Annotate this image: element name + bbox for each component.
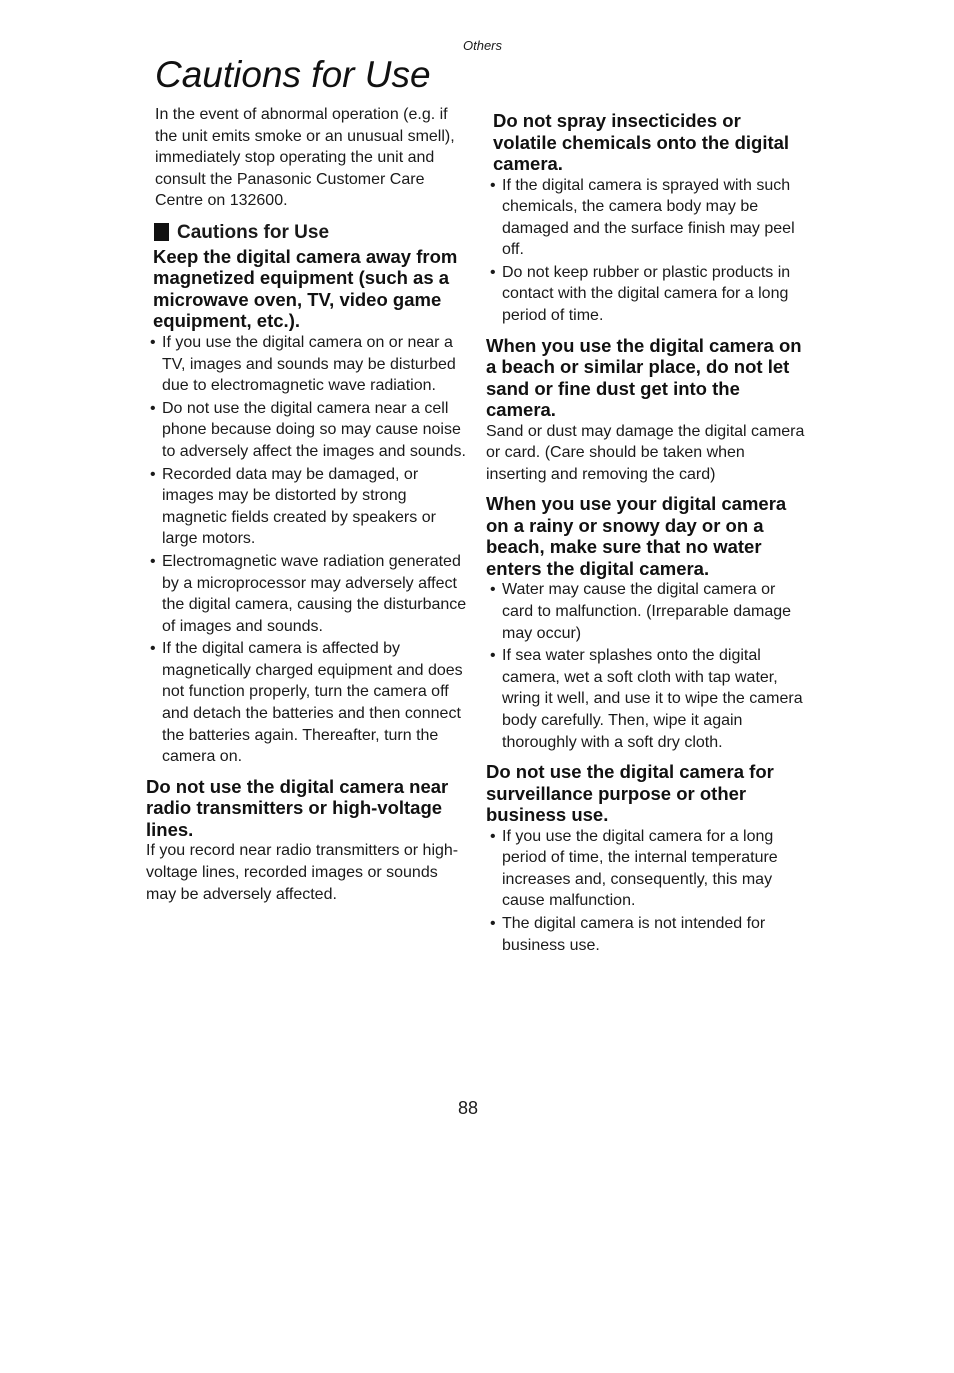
caution-surveillance <box>486 761 808 956</box>
bullet-icon: • <box>490 647 496 665</box>
list-item <box>146 332 472 397</box>
list-item-text: If you use the digital camera for a long period of time, the internal temperature increases and, consequently, this may cause malfunction. <box>502 827 778 910</box>
section-label: Others <box>463 38 503 53</box>
intro-paragraph: In the event of abnormal operation (e.g. if the unit emits smoke or an unusual smell), immediately stop operating the unit and consult the Panasonic Customer Care Centre on 132600. <box>155 106 455 210</box>
bullet-icon: • <box>150 399 156 417</box>
section-subheading <box>154 221 472 244</box>
list-item <box>146 464 472 550</box>
list-item <box>486 175 808 261</box>
caution-water <box>486 493 808 753</box>
list-item <box>486 262 808 327</box>
bullet-icon: • <box>490 581 496 599</box>
list-item-text: If sea water splashes onto the digital camera, wet a soft cloth with tap water, wring it well, and use it to wipe the camera body carefully. Then, wipe it again thoroughly with a soft dry cloth. <box>502 647 803 751</box>
caution-heading: Keep the digital camera away from magnetized equipment (such as a microwave oven, TV, video game equipment, etc.). <box>153 245 458 332</box>
left-column <box>146 104 472 913</box>
bullet-list <box>486 579 808 753</box>
list-item <box>146 551 472 637</box>
list-item <box>486 579 808 644</box>
caution-insecticides <box>486 110 808 327</box>
list-item-text: Do not keep rubber or plastic products in contact with the digital camera for a long period of time. <box>502 263 791 325</box>
caution-heading: Do not spray insecticides or volatile chemicals onto the digital camera. <box>493 110 790 174</box>
caution-heading: When you use the digital camera on a beach or similar place, do not let sand or fine dust get into the camera. <box>486 334 802 421</box>
bullet-icon: • <box>490 176 496 194</box>
list-item <box>486 826 808 912</box>
list-item <box>146 398 472 463</box>
list-item-text: The digital camera is not intended for business use. <box>502 915 766 954</box>
bullet-icon: • <box>150 465 156 483</box>
caution-magnetized <box>146 246 472 768</box>
list-item-text: Electromagnetic wave radiation generated by a microprocessor may adversely affect the digital camera, causing the disturbance of images and sounds. <box>162 552 467 635</box>
list-item-text: Recorded data may be damaged, or images may be distorted by strong magnetic fields created by speakers or large motors. <box>162 465 436 548</box>
bullet-icon: • <box>490 827 496 845</box>
list-item-text: Water may cause the digital camera or card to malfunction. (Irreparable damage may occur) <box>502 581 792 642</box>
list-item-text: Do not use the digital camera near a cell phone because doing so may cause noise to adversely affect the images and sounds. <box>162 399 466 460</box>
list-item-text: If the digital camera is sprayed with such chemicals, the camera body may be damaged and the surface finish may peel off. <box>502 176 795 259</box>
bullet-icon: • <box>150 640 156 658</box>
caution-heading: When you use your digital camera on a rainy or snowy day or on a beach, make sure that no water enters the digital camera. <box>486 493 787 579</box>
caution-text: Sand or dust may damage the digital camera or card. (Care should be taken when inserting and removing the card) <box>486 422 805 483</box>
list-item-text: If you use the digital camera on or near a TV, images and sounds may be disturbed due to electromagnetic wave radiation. <box>162 333 456 395</box>
bullet-icon: • <box>150 552 156 570</box>
caution-text: If you record near radio transmitters or high-voltage lines, recorded images or sounds may be adversely affected. <box>146 842 459 903</box>
bullet-list <box>486 175 808 327</box>
bullet-icon: • <box>150 333 156 351</box>
bullet-list <box>486 826 808 957</box>
bullet-icon: • <box>490 915 496 933</box>
bullet-list <box>146 332 472 768</box>
list-item <box>486 645 808 753</box>
caution-sand-dust <box>486 335 808 486</box>
section-subheading-text: Cautions for Use <box>177 221 330 243</box>
square-bullet-icon <box>154 223 169 241</box>
page-number: 88 <box>458 1098 479 1118</box>
right-column <box>486 110 808 964</box>
list-item <box>486 913 808 956</box>
caution-heading: Do not use the digital camera near radio transmitters or high-voltage lines. <box>146 775 449 840</box>
list-item-text: If the digital camera is affected by magnetically charged equipment and does not function properly, turn the camera off and detach the batteries and then connect the batteries again. Thereafter, turn the camera on. <box>162 640 463 766</box>
page-title: Cautions for Use <box>155 54 431 95</box>
list-item <box>146 638 472 768</box>
bullet-icon: • <box>490 263 496 281</box>
caution-radio-transmitters <box>146 776 472 905</box>
caution-heading: Do not use the digital camera for surveillance purpose or other business use. <box>486 761 774 826</box>
